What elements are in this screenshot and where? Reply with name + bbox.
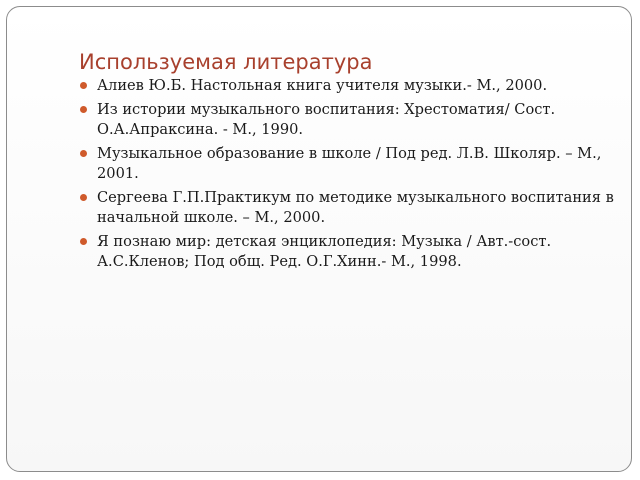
- list-item: [80, 232, 620, 272]
- slide-frame: [6, 6, 632, 472]
- bullet-icon: [80, 238, 87, 245]
- bullet-icon: [80, 106, 87, 113]
- list-item-text: Я познаю мир: детская энциклопедия: Музыка / Авт.-сост. А.С.Кленов; Под общ. Ред. О.Г.Хинн.- М., 1998.: [97, 233, 552, 270]
- bullet-icon: [80, 150, 87, 157]
- literature-list: [80, 76, 620, 276]
- list-item-text: Сергеева Г.П.Практикум по методике музыкального воспитания в начальной школе. – М., 2000.: [97, 189, 614, 226]
- slide-title: Используемая литература: [79, 50, 373, 74]
- list-item: [80, 100, 620, 140]
- list-item-text: Алиев Ю.Б. Настольная книга учителя музыки.- М., 2000.: [97, 77, 548, 94]
- bullet-icon: [80, 82, 87, 89]
- bullet-icon: [80, 194, 87, 201]
- list-item-text: Из истории музыкального воспитания: Хрестоматия/ Сост. О.А.Апраксина. - М., 1990.: [97, 101, 556, 138]
- list-item: [80, 188, 620, 228]
- list-item: [80, 76, 620, 96]
- list-item-text: Музыкальное образование в школе / Под ред. Л.В. Школяр. – М., 2001.: [97, 145, 602, 182]
- list-item: [80, 144, 620, 184]
